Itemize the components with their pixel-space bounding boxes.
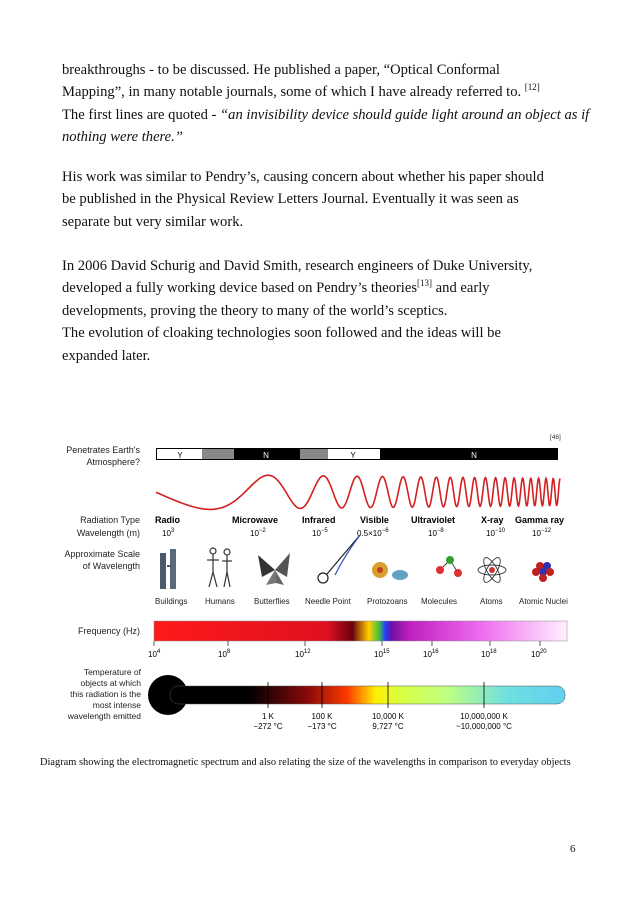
buildings-icon [160,549,176,589]
freq-tick: $10^{16}$ [423,649,439,659]
temp-k: 1 K [261,712,275,721]
butterfly-icon [258,553,290,585]
citation-ref: [13] [417,278,433,289]
frequency-label: Frequency (Hz) [77,626,140,636]
temp-label: Temperature of [83,667,141,677]
text-line: expanded later. [62,347,151,364]
temp-k: 100 K [311,712,333,721]
band-wavelength: $10^{-2}$ [250,528,266,538]
band-wavelength: $10^3$ [162,528,175,538]
paragraph-3 [62,255,592,367]
freq-tick: $10^{15}$ [374,649,390,659]
atom-icon [478,555,506,584]
temp-k: 10,000,000 K [460,712,508,721]
text-line: breakthroughs - to be discussed. He published a paper, “Optical Conformal [62,62,500,78]
scale-label: Approximate Scale [64,549,140,559]
band-name-microwave: Microwave [232,515,279,525]
figure-caption: Diagram showing the electromagnetic spectrum and also relating the size of the wavelengths in comparison to everyday objects [40,757,571,768]
temp-label: objects at which [80,678,141,688]
em-spectrum-diagram [40,425,600,765]
text-line: The evolution of cloaking technologies soon followed and the ideas will be [62,325,501,342]
temp-label: wavelength emitted [67,711,141,721]
freq-tick: $10^8$ [218,649,231,659]
object-label: Atomic Nuclei [519,597,568,606]
text-line: nothing were there.” [62,129,183,146]
object-label: Protozoans [367,597,408,606]
scale-label: of Wavelength [82,561,140,571]
nucleus-icon [532,562,554,582]
band-name-gamma: Gamma ray [515,515,565,525]
text-line: developments, proving the theory to many of the world’s sceptics. [62,302,448,319]
figure-ref: [46] [550,434,561,441]
freq-tick: $10^{20}$ [531,649,547,659]
citation-ref: [12] [524,82,540,93]
paragraph-2 [62,166,592,233]
band-name-radio: Radio [155,515,181,525]
temp-label: most intense [92,700,141,710]
frequency-bar [154,621,567,641]
atm-mark: N [263,451,269,460]
object-label: Needle Point [305,597,351,606]
temp-k: 10,000 K [371,712,405,721]
freq-tick: $10^4$ [148,649,161,659]
text-line: developed a fully working device based on Pendry’s theories[13] and early [62,278,490,297]
temp-c: ~10,000,000 °C [456,722,512,731]
band-wavelength: $10^{-5}$ [312,528,328,538]
thermometer-bar [170,686,565,704]
object-label: Butterflies [254,597,290,606]
temp-label: this radiation is the [70,689,141,699]
freq-tick: $10^{18}$ [481,649,497,659]
text-line: separate but very similar work. [62,213,244,230]
freq-tick: $10^{12}$ [295,649,311,659]
band-name-infrared: Infrared [302,515,336,525]
band-name-visible: Visible [360,515,389,525]
object-label: Atoms [480,597,503,606]
band-wavelength: $10^{-10}$ [486,528,506,538]
band-wavelength: $0.5\times 10^{-6}$ [357,528,389,538]
object-label: Humans [205,597,235,606]
text-line: The first lines are quoted - “an invisibility device should guide light around an object as if [62,106,590,123]
temp-c: 9,727 °C [372,722,404,731]
protozoan-icon [372,562,408,580]
text-line: Mapping”, in many notable journals, some of which I have already referred to. [12] [62,82,540,101]
object-label: Buildings [155,597,188,606]
atm-mark: Y [350,451,356,460]
text-line: be published in the Physical Review Letters Journal. Eventually it was seen as [62,191,519,208]
text-line: In 2006 David Schurig and David Smith, research engineers of Duke University, [62,258,533,274]
atm-mark: N [471,451,477,460]
atmosphere-segment [300,449,328,459]
band-wavelength: $10^{-12}$ [532,528,552,538]
needle-icon [318,535,360,583]
page-number: 6 [570,843,576,855]
band-name-ultraviolet: Ultraviolet [411,515,456,525]
band-name-xray: X-ray [481,515,504,525]
molecule-icon [436,556,462,577]
penetrates-label: Penetrates Earth's [66,445,140,455]
paragraph-1 [62,59,592,149]
text-line: His work was similar to Pendry’s, causing concern about whether his paper should [62,169,544,185]
wavelength-label: Wavelength (m) [76,528,140,538]
temp-c: −272 °C [253,722,283,731]
atm-mark: Y [177,451,183,460]
penetrates-label: Atmosphere? [86,457,140,467]
radiation-type-label: Radiation Type [80,515,140,525]
quote-text: “an invisibility device should guide light around an object as if [220,106,590,123]
band-wavelength: $10^{-8}$ [428,528,444,538]
temp-c: −173 °C [307,722,337,731]
atmosphere-segment [202,449,234,459]
humans-icon [207,548,232,587]
wave-line [156,475,560,509]
object-label: Molecules [421,597,458,606]
